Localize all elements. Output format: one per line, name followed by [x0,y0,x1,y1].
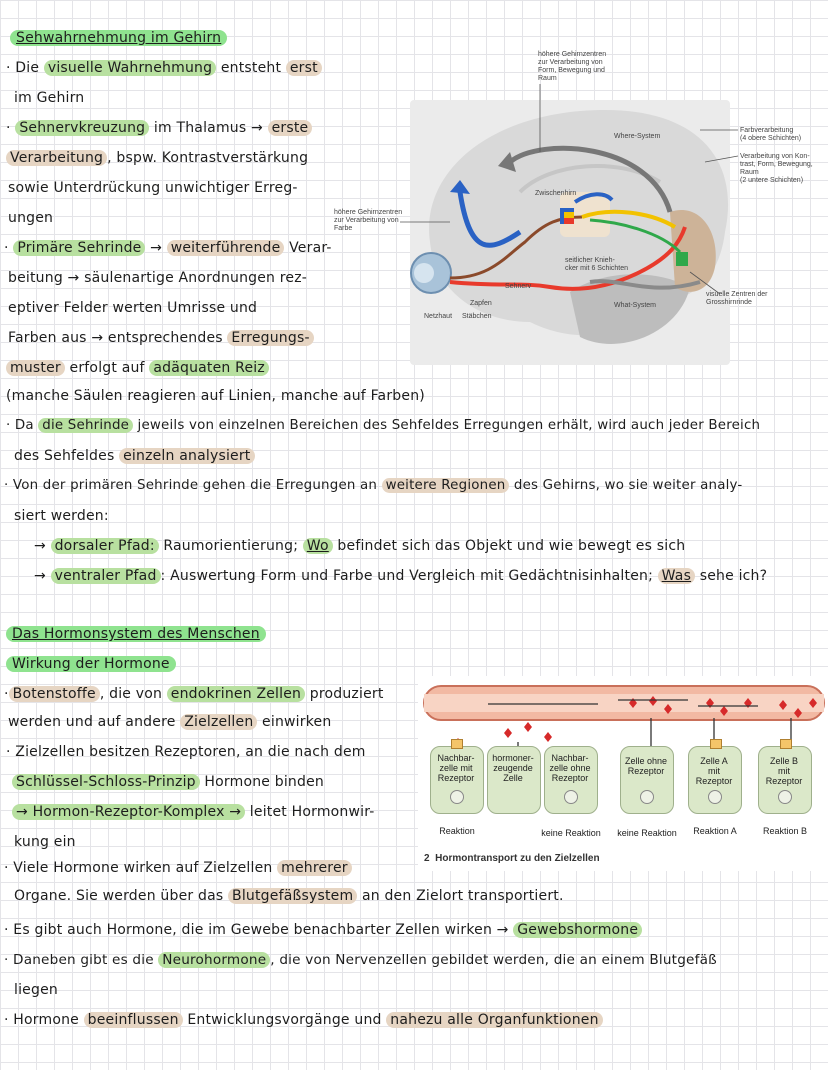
caption-number: 2 [424,853,430,864]
eye-lens [414,263,434,283]
label-verarbeitung: Verarbeitung von Kon-trast, Form, Bewegung, Raum (2 untere Schichten) [740,153,813,184]
text-line: → dorsaler Pfad: Raumorientierung; Wo befindet sich das Objekt und wie bewegt es sich [34,538,686,554]
text-line: · Es gibt auch Hormone, die im Gewebe benachbarter Zellen wirken → Gewebshormone [4,920,642,940]
text-line: · Botenstoffe , die von endokrinen Zellen produziert [4,686,384,702]
nucleus [450,790,464,804]
cell-label: Nachbar- zelle ohne Rezeptor [549,753,591,783]
text-line: im Gehirn [14,90,85,106]
label-zapfen: Zapfen [470,300,492,307]
receptor [451,739,463,749]
label-where: Where-System [614,133,661,140]
text-line: Farben aus → entsprechendes Erregungs- [8,328,314,348]
text-line: Schlüssel-Schloss-Prinzip Hormone binden [12,772,324,792]
section-subtitle [6,654,176,674]
text-line: ungen [8,210,54,226]
receptor [710,739,722,749]
figure-caption [424,853,600,864]
reaction-label: keine Reaktion [617,828,677,838]
text-line: werden und auf andere Zielzellen einwirken [8,714,332,730]
label-netzhaut: Netzhaut [424,313,453,320]
text-line: beitung → säulenartige Anordnungen rez- [8,270,308,286]
text-line: · Die visuelle Wahrnehmung entsteht erst [6,58,322,78]
label-visuelle: visuelle Zentren der Grosshirnrinde [706,291,768,306]
text-line: · Primäre Sehrinde → weiterführende Verar- [4,240,332,256]
text-line: → ventraler Pfad : Auswertung Form und Farbe und Vergleich mit Gedächtnisinhalten; Was sehe ich? [34,568,768,584]
subtitle-text: Wirkung der Hormone [6,656,176,672]
blood-vessel [418,676,828,756]
section-title [10,28,227,48]
nucleus [564,790,578,804]
text-line: sowie Unterdrückung unwichtiger Erreg- [8,180,298,196]
text-line: · Hormone beeinflussen Entwicklungsvorgänge und nahezu alle Organfunktionen [4,1010,603,1030]
nucleus [640,790,654,804]
label-farbverarbeitung: Farbverarbeitung (4 obere Schichten) [740,127,802,142]
title-text: Das Hormonsystem des Menschen [6,626,266,642]
reaction-label: Reaktion B [762,826,808,836]
title-text: Sehwahrnehmung im Gehirn [10,30,227,46]
brain-figure [320,42,820,372]
cell-label: Nachbar- zelle mit Rezeptor [437,753,475,783]
text-line: des Sehfeldes einzeln analysiert [14,446,255,466]
visual-cortex-block [676,252,688,266]
text-line: muster erfolgt auf adäquaten Reiz [6,358,269,378]
text-line: Organe. Sie werden über das Blutgefäßsystem an den Zielort transportiert. [14,888,564,904]
text-line: → Hormon-Rezeptor-Komplex → leitet Hormonwir- [12,802,375,822]
nucleus [778,790,792,804]
reaction-label: keine Reaktion [541,828,601,838]
text-line: · Sehnervkreuzung im Thalamus → erste [6,118,312,138]
text-line: · Viele Hormone wirken auf Zielzellen mehrerer [4,858,352,878]
cell-label: Zelle B mit Rezeptor [765,756,803,786]
reaction-label: Reaktion [439,826,475,836]
label-higher-top: höhere Gehirnzentren zur Verarbeitung von Form, Bewegung und Raum [538,51,607,82]
cell-label: Zelle ohne Rezeptor [624,756,668,776]
hormone-figure [418,676,828,871]
text-line: Verarbeitung , bspw. Kontrastverstärkung [6,148,308,168]
label-sehnerv: Sehnerv [505,283,532,290]
text-line: eptiver Felder werten Umrisse und [8,300,258,316]
reaction-label: Reaktion A [693,826,737,836]
label-zwischenhirn: Zwischenhirn [535,190,577,197]
nucleus [708,790,722,804]
label-staebchen: Stäbchen [462,313,492,320]
text-line: · Von der primären Sehrinde gehen die Erregungen an weitere Regionen des Gehirns, wo sie weiter analy- [4,478,743,493]
label-higher-left: höhere Gehirnzentren zur Verarbeitung von Farbe [334,209,403,232]
cell-label: Zelle A mit Rezeptor [695,756,733,786]
text-line: · Zielzellen besitzen Rezeptoren, an die nach dem [6,744,366,760]
section-title [6,624,266,644]
text-line: (manche Säulen reagieren auf Linien, manche auf Farben) [6,388,425,404]
caption-text: Hormontransport zu den Zielzellen [435,853,600,864]
text-line: siert werden: [14,508,109,524]
text-line: · Daneben gibt es die Neurohormone , die von Nervenzellen gebildet werden, die an einem Blutgefäß [4,952,717,968]
text-line: kung ein [14,834,76,850]
text-line: liegen [14,982,58,998]
label-what: What-System [614,302,657,309]
cell-label: hormoner- zeugende Zelle [492,753,534,783]
text-line: · Da die Sehrinde jeweils von einzelnen Bereichen des Sehfeldes Erregungen erhält, wird auch jeder Bereich [6,418,761,433]
label-knie: seitlicher Knieh-cker mit 6 Schichten [565,257,629,272]
receptor [780,739,792,749]
